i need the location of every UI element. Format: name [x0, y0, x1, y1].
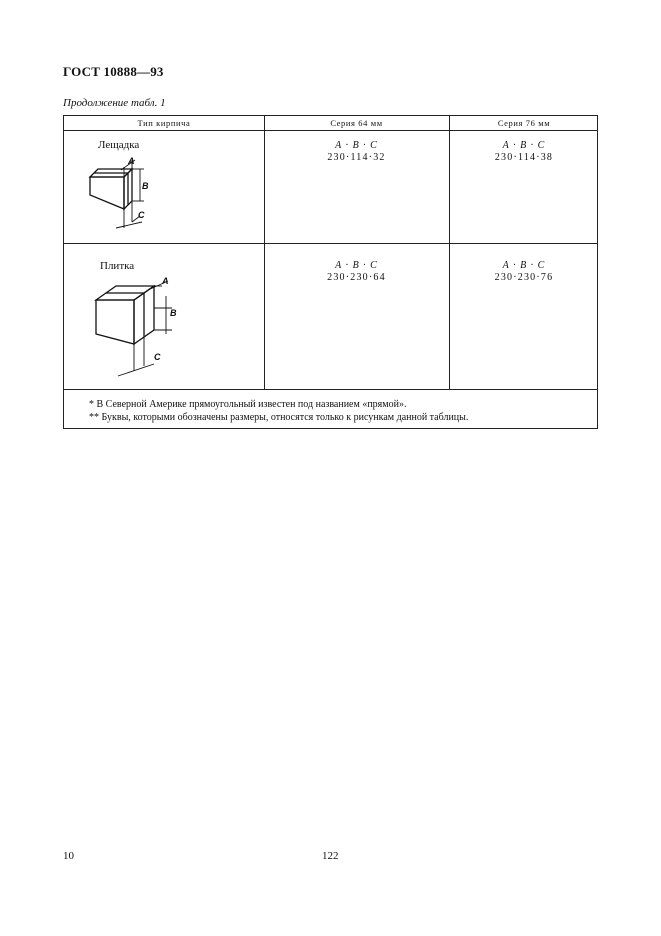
dim-a-label: A	[162, 276, 169, 286]
table-caption: Продолжение табл. 1	[63, 97, 166, 109]
table-note: * В Северной Америке прямоугольный известен под названием «прямой».	[89, 399, 407, 410]
page-number-left: 10	[63, 850, 74, 862]
series76-dimensions: 230·230·76	[494, 272, 554, 283]
dim-c-label: C	[154, 352, 161, 362]
series64-formula: A · B · C	[335, 260, 378, 271]
series76-formula: A · B · C	[502, 260, 546, 271]
series64-dimensions: 230·230·64	[327, 272, 386, 283]
series64-formula: A · B · C	[335, 140, 378, 151]
brick-types-table	[63, 115, 598, 429]
dim-c-label: C	[138, 210, 145, 220]
series76-formula: A · B · C	[502, 140, 546, 151]
row-type-label: Плитка	[100, 260, 135, 272]
series76-dimensions: 230·114·38	[494, 152, 554, 163]
brick-plitka-figure	[90, 276, 180, 384]
dim-a-label: A	[128, 156, 135, 166]
dim-b-label: B	[142, 181, 149, 191]
header-divider	[64, 130, 597, 131]
header-brick-type: Тип кирпича	[137, 118, 191, 128]
header-series-64: Серия 64 мм	[330, 118, 383, 128]
table-note: ** Буквы, которыми обозначены размеры, относятся только к рисункам данной таблицы.	[89, 412, 469, 423]
page-number-center: 122	[322, 850, 339, 862]
row-divider	[64, 243, 597, 244]
dim-b-label: B	[170, 308, 177, 318]
brick-lesh-figure	[84, 156, 164, 236]
header-series-76: Серия 76 мм	[497, 118, 551, 128]
notes-divider	[64, 389, 597, 390]
standard-title: ГОСТ 10888—93	[63, 64, 164, 79]
series64-dimensions: 230·114·32	[327, 152, 386, 163]
row-type-label: Лещадка	[98, 139, 140, 151]
